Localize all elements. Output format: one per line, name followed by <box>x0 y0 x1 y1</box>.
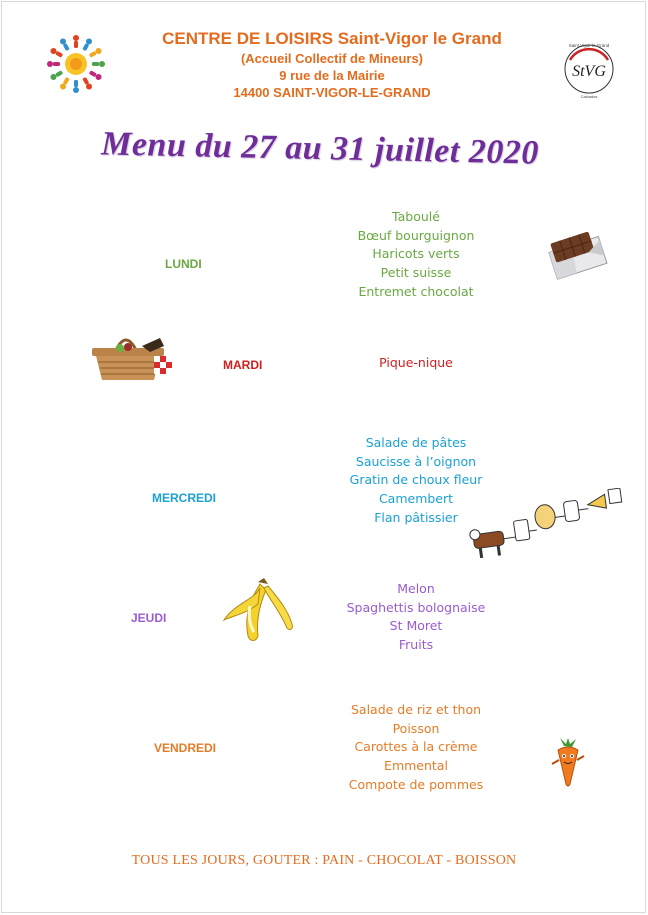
menu-item: Camembert <box>378 491 454 507</box>
menu-item: Bœuf bourguignon <box>357 227 475 243</box>
menu-list-mardi <box>316 354 516 373</box>
logo-sub-text: Calvados <box>580 94 598 99</box>
menu-item: Entremet chocolat <box>358 283 474 299</box>
menu-list-vendredi <box>316 701 516 795</box>
menu-item: Poisson <box>392 720 440 736</box>
menu-item: St Moret <box>389 618 443 634</box>
menu-item: Compote de pommes <box>348 776 484 792</box>
header-line-1: CENTRE DE LOISIRS Saint-Vigor le Grand <box>162 29 502 48</box>
day-label-jeudi: JEUDI <box>131 611 167 625</box>
menu-item: Gratin de choux fleur <box>349 472 483 488</box>
day-label-mercredi: MERCREDI <box>152 491 217 505</box>
day-label-vendredi: VENDREDI <box>154 741 217 755</box>
header-line-4: 14400 SAINT-VIGOR-LE-GRAND <box>233 85 431 100</box>
menu-item: Petit suisse <box>380 265 452 281</box>
menu-item: Flan pâtissier <box>374 509 458 525</box>
saint-vigor-logo <box>556 38 622 100</box>
menu-item: Taboulé <box>392 209 440 224</box>
menu-item: Haricots verts <box>372 246 460 262</box>
chocolate-bar-icon <box>545 228 609 282</box>
carrot-mascot-icon <box>548 738 588 788</box>
logo-ring-text: Saint Vigor le Grand <box>568 43 610 48</box>
menu-list-lundi <box>316 208 516 302</box>
header <box>100 28 564 101</box>
menu-item: Emmental <box>384 758 448 774</box>
cheese-making-icon <box>466 488 636 558</box>
menu-item: Carottes à la crème <box>354 739 478 755</box>
menu-item: Melon <box>397 581 435 596</box>
menu-list-jeudi <box>316 580 516 655</box>
picnic-basket-icon <box>80 334 186 384</box>
header-line-2: (Accueil Collectif de Mineurs) <box>240 51 424 66</box>
menu-item: Salade de riz et thon <box>350 702 482 717</box>
banana-icon <box>220 576 298 646</box>
logo-monogram: StVG <box>572 63 606 80</box>
menu-item: Spaghettis bolognaise <box>346 599 486 615</box>
menu-item: Salade de pâtes <box>365 435 467 450</box>
footer-note: TOUS LES JOURS, GOUTER : PAIN - CHOCOLAT - BOISSON <box>131 853 517 868</box>
day-label-lundi: LUNDI <box>165 257 202 271</box>
header-line-3: 9 rue de la Mairie <box>279 68 385 83</box>
day-label-mardi: MARDI <box>223 358 263 372</box>
menu-title: Menu du 27 au 31 juillet 2020 <box>100 125 540 172</box>
menu-item: Saucisse à l’oignon <box>355 453 477 469</box>
menu-item: Pique-nique <box>379 355 453 370</box>
menu-item: Fruits <box>398 637 434 653</box>
